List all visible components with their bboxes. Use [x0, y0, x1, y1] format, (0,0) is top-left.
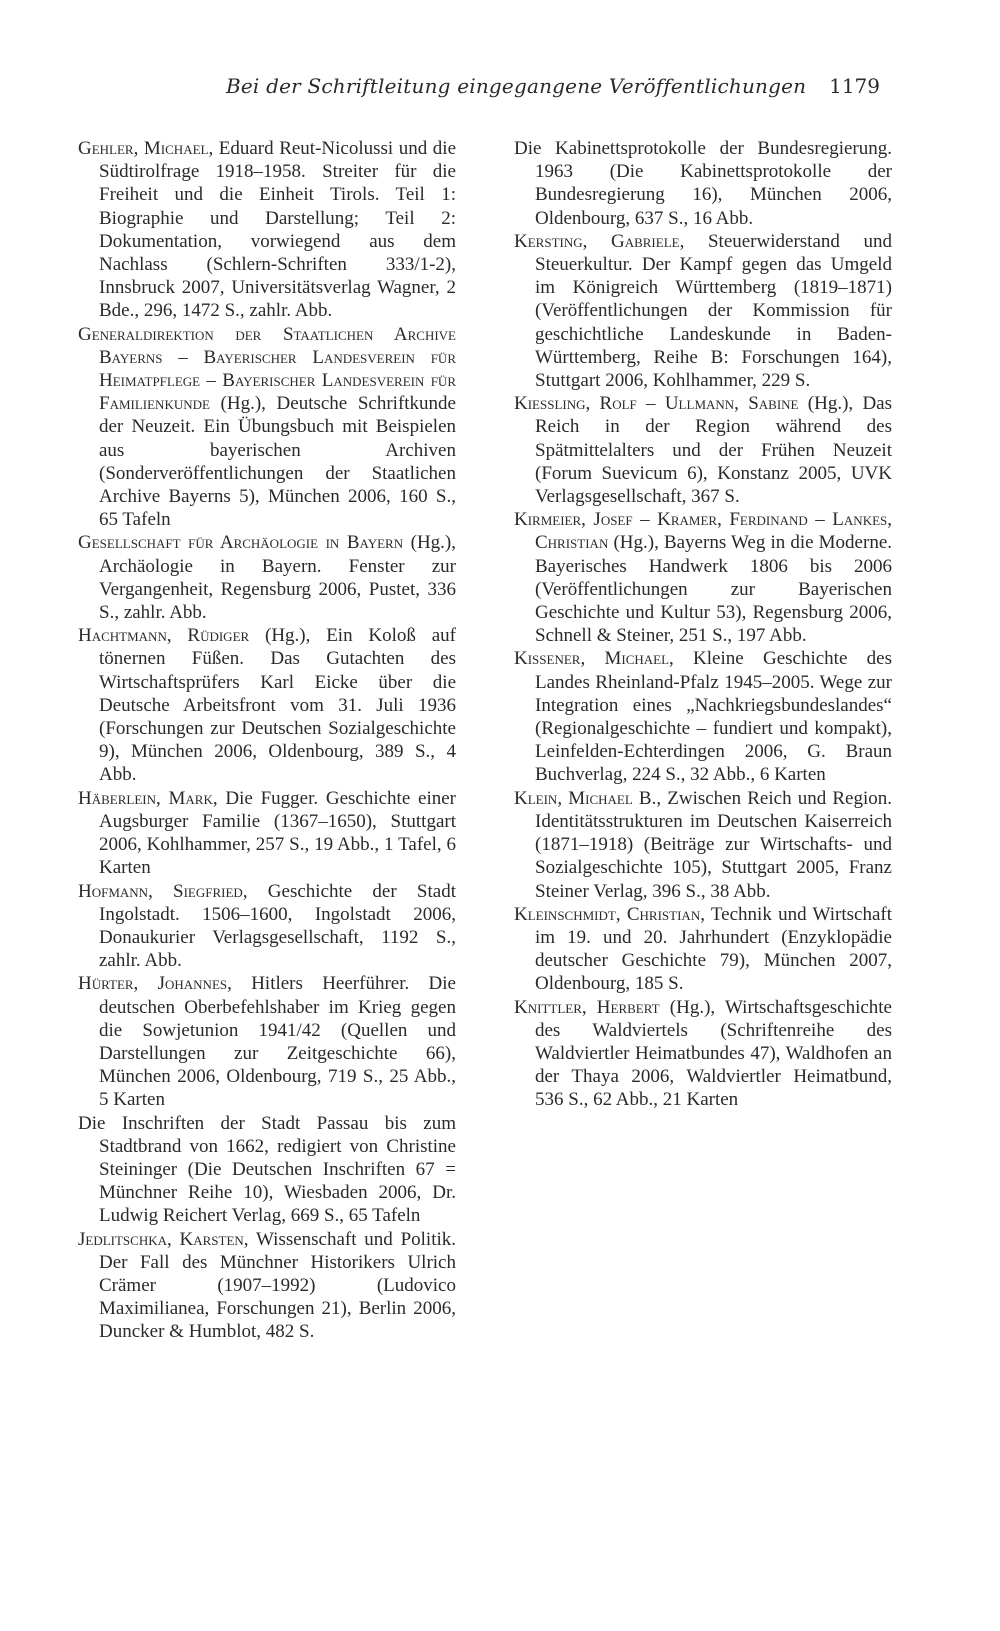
entry-text: Kleine Geschichte des Landes Rheinland-Pfalz 1945–2005. Wege zur Integration eines „Nachkriegsbundeslandes“ (Regionalgeschichte – fundiert und kompakt), Leinfelden-Echterdingen 2006, G. Braun Buchverlag, 224 S., 32 Abb., 6 Karten — [535, 648, 892, 786]
right-column — [514, 137, 892, 1112]
entry-author: Häberlein, Mark, — [78, 787, 218, 809]
entry-text: Geschichte der Stadt Ingolstadt. 1506–1600, Ingolstadt 2006, Donaukurier Verlagsgesellschaft, 1192 S., zahlr. Abb. — [99, 880, 456, 972]
page-header — [0, 74, 1000, 110]
entry-author: Hofmann, Siegfried, — [78, 880, 248, 902]
bibliography-entry — [78, 624, 456, 786]
bibliography-entry — [514, 787, 892, 903]
entry-text: Wissenschaft und Politik. Der Fall des Münchner Historikers Ulrich Crämer (1907–1992) (Ludovico Maximilianea, Forschungen 21), Berlin 2006, Duncker & Humblot, 482 S. — [99, 1228, 456, 1343]
entry-author: Kissener, Michael, — [514, 648, 674, 670]
entry-author: Hürter, Johannes, — [78, 973, 232, 995]
bibliography-entry — [514, 230, 892, 392]
entry-author: Hachtmann, Rüdiger — [78, 625, 250, 647]
entry-text: Die Inschriften der Stadt Passau bis zum Stadtbrand von 1662, redigiert von Christine Steininger (Die Deutschen Inschriften 67 = Münchner Reihe 10), Wiesbaden 2006, Dr. Ludwig Reichert Verlag, 669 S., 65 Tafeln — [78, 1112, 456, 1227]
entry-text: (Hg.), Ein Koloß auf tönernen Füßen. Das Gutachten des Wirtschaftsprüfers Karl Eicke über die Deutsche Arbeitsfront vom 31. Juli 1936 (Forschungen zur Deutschen Sozialgeschichte 9), München 2006, Oldenbourg, 389 S., 4 Abb. — [99, 625, 456, 786]
entry-text: Zwischen Reich und Region. Identitätsstrukturen im Deutschen Kaiserreich (1871–1918) (Beiträge zur Wirtschafts- und Sozialgeschichte 105), Stuttgart 2005, Franz Steiner Verlag, 396 S., 38 Abb. — [535, 787, 892, 902]
entry-text: Technik und Wirtschaft im 19. und 20. Jahrhundert (Enzyklopädie deutscher Geschichte 79), München 2007, Oldenbourg, 185 S. — [535, 903, 892, 995]
bibliography-entry — [514, 996, 892, 1112]
page-number: 1179 — [829, 74, 880, 98]
bibliography-entry — [78, 531, 456, 624]
left-column — [78, 137, 456, 1344]
entry-text: (Hg.), Das Reich in der Region während des Spätmittelalters und der Frühen Neuzeit (Forum Suevicum 6), Konstanz 2005, UVK Verlagsgesellschaft, 367 S. — [535, 393, 892, 508]
bibliography-entry — [78, 787, 456, 880]
bibliography-entry — [78, 880, 456, 973]
bibliography-entry — [78, 1112, 456, 1228]
entry-author: Gesellschaft für Archäologie in Bayern — [78, 532, 404, 554]
bibliography-entry — [78, 323, 456, 532]
bibliography-entry — [78, 1228, 456, 1344]
entry-author: Kirmeier, Josef – Kramer, Ferdinand – Lankes, Christian — [514, 509, 892, 554]
entry-text: (Hg.), Wirtschaftsgeschichte des Waldviertels (Schriftenreihe des Waldviertler Heimatbundes 47), Waldhofen an der Thaya 2006, Waldviertler Heimatbund, 536 S., 62 Abb., 21 Karten — [535, 996, 892, 1111]
entry-author: Kersting, Gabriele, — [514, 230, 685, 252]
entry-text: Die Kabinettsprotokolle der Bundesregierung. 1963 (Die Kabinettsprotokolle der Bundesregierung 16), München 2006, Oldenbourg, 637 S., 16 Abb. — [514, 138, 892, 229]
entry-text: (Hg.), Deutsche Schriftkunde der Neuzeit. Ein Übungsbuch mit Beispielen aus bayerischen Archiven (Sonderveröffentlichungen der Staatlichen Archive Bayerns 5), München 2006, 160 S., 65 Tafeln — [99, 393, 456, 531]
entry-text: Hitlers Heerführer. Die deutschen Oberbefehlshaber im Krieg gegen die Sowjetunion 1941/42 (Quellen und Darstellungen zur Zeitgeschichte 66), München 2006, Oldenbourg, 719 S., 25 Abb., 5 Karten — [99, 973, 456, 1111]
entry-text: Die Fugger. Geschichte einer Augsburger Familie (1367–1650), Stuttgart 2006, Kohlhammer, 257 S., 19 Abb., 1 Tafel, 6 Karten — [99, 787, 456, 879]
bibliography-entry — [514, 903, 892, 996]
bibliography-entry — [514, 508, 892, 647]
entry-author: Jedlitschka, Karsten, — [78, 1228, 249, 1250]
entry-author: Generaldirektion der Staatlichen Archive Bayerns – Bayerischer Landesverein für Heimatpflege – Bayerischer Landesverein für Familienkunde — [78, 323, 456, 415]
entry-author: Kleinschmidt, Christian, — [514, 903, 705, 925]
entry-author: Knittler, Herbert — [514, 996, 660, 1018]
entry-text: (Hg.), Bayerns Weg in die Moderne. Bayerisches Handwerk 1806 bis 2006 (Veröffentlichungen zur Bayerischen Geschichte und Kultur 53), Regensburg 2006, Schnell & Steiner, 251 S., 197 Abb. — [535, 532, 892, 647]
bibliography-entry — [514, 647, 892, 786]
running-title: Bei der Schriftleitung eingegangene Veröffentlichungen — [226, 74, 807, 98]
bibliography-entry — [514, 137, 892, 230]
bibliography-entry — [78, 972, 456, 1111]
entry-text: Eduard Reut-Nicolussi und die Südtirolfrage 1918–1958. Streiter für die Freiheit und die Einheit Tirols. Teil 1: Biographie und Darstellung; Teil 2: Dokumentation, vorwiegend aus dem Nachlass (Schlern-Schriften 333/1-2), Innsbruck 2007, Universitätsverlag Wagner, 2 Bde., 296, 1472 S., zahlr. Abb. — [99, 138, 457, 322]
bibliography-entry — [514, 392, 892, 508]
entry-author: Gehler, Michael, — [78, 138, 214, 159]
entry-author: Klein, Michael B., — [514, 787, 662, 809]
entry-author: Kiessling, Rolf – Ullmann, Sabine — [514, 393, 799, 415]
entry-text: (Hg.), Archäologie in Bayern. Fenster zur Vergangenheit, Regensburg 2006, Pustet, 336 S., zahlr. Abb. — [99, 532, 456, 624]
entry-text: Steuerwiderstand und Steuerkultur. Der Kampf gegen das Umgeld im Königreich Württemberg (1819–1871) (Veröffentlichungen der Kommission für geschichtliche Landeskunde in Baden-Württemberg, Reihe B: Forschungen 164), Stuttgart 2006, Kohlhammer, 229 S. — [535, 230, 892, 392]
bibliography-entry — [78, 137, 456, 323]
